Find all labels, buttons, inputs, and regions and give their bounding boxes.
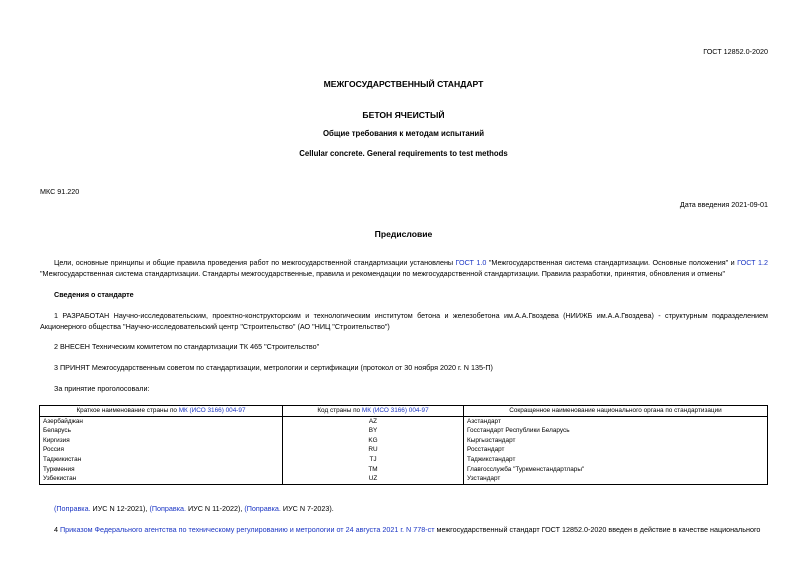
standard-subtitle: Общие требования к методам испытаний <box>322 129 484 138</box>
intro-date: Дата введения 2021-09-01 <box>679 200 768 209</box>
body-cell: Кыргызстандарт <box>464 436 768 446</box>
standard-name: БЕТОН ЯЧЕИСТЫЙ <box>362 110 445 120</box>
mk-iso-link[interactable]: МК (ИСО 3166) 004-97 <box>361 407 429 414</box>
mk-iso-link[interactable]: МК (ИСО 3166) 004-97 <box>178 407 246 414</box>
foreword-paragraph-1 <box>40 258 768 279</box>
country-cell: Россия <box>40 445 283 455</box>
table-row <box>40 436 768 446</box>
body-cell: Росстандарт <box>464 445 768 455</box>
header-country-code: Код страны по МК (ИСО 3166) 004-97 <box>283 406 464 417</box>
gost-1-0-link[interactable]: ГОСТ 1.0 <box>455 258 487 267</box>
amendment-link-3[interactable]: (Поправка. <box>244 504 281 513</box>
code-cell: BY <box>283 426 464 436</box>
table-row <box>40 416 768 426</box>
doc-number: ГОСТ 12852.0-2020 <box>703 47 768 56</box>
standard-type: МЕЖГОСУДАРСТВЕННЫЙ СТАНДАРТ <box>323 79 484 89</box>
standard-info-heading: Сведения о стандарте <box>54 290 134 299</box>
header-country-name: Краткое наименование страны по МК (ИСО 3166) 004-97 <box>40 406 283 417</box>
code-cell: KG <box>283 436 464 446</box>
rosstandart-order-link[interactable]: Приказом Федерального агентства по техническому регулированию и метрологии от 24 августа 2021 г. N 778-ст <box>60 525 435 534</box>
body-cell: Таджикстандарт <box>464 455 768 465</box>
country-cell: Туркмения <box>40 465 283 475</box>
header-standards-body: Сокращенное наименование национального органа по стандартизации <box>464 406 768 417</box>
p1-text-1: Цели, основные принципы и общие правила проведения работ по межгосударственной стандартизации установлены <box>54 258 456 267</box>
table-row <box>40 455 768 465</box>
item-3-adopted: 3 ПРИНЯТ Межгосударственным советом по стандартизации, метрологии и сертификации (протокол от 30 ноября 2020 г. N 135-П) <box>54 363 493 372</box>
item-1-developed: 1 РАЗРАБОТАН Научно-исследовательским, проектно-конструкторским и технологическим институтом бетона и железобетона им.А.А.Гвоздева (НИИЖБ им.А.А.Гвоздева) - структурным подразделением Акционерного общества "Научно-исследовательский центр "Строительство" (АО "НИЦ "Строительство") <box>40 311 768 331</box>
code-cell: UZ <box>283 474 464 484</box>
table-row <box>40 465 768 475</box>
country-cell: Узбекистан <box>40 474 283 484</box>
amendments-line: (Поправка. ИУС N 12-2021), (Поправка. ИУС N 11-2022), (Поправка. ИУС N 7-2023). <box>54 504 334 513</box>
table-row <box>40 474 768 484</box>
body-cell: Азстандарт <box>464 416 768 426</box>
amendment-link-1[interactable]: (Поправка. <box>54 504 91 513</box>
body-cell: Госстандарт Республики Беларусь <box>464 426 768 436</box>
p1-text-2: "Межгосударственная система стандартизации. Основные положения" и <box>486 258 738 267</box>
item-4-enacted: 4 Приказом Федерального агентства по техническому регулированию и метрологии от 24 августа 2021 г. N 778-ст межгосударственный стандарт ГОСТ 12852.0-2020 введен в действие в качестве национального <box>54 525 761 534</box>
country-cell: Таджикистан <box>40 455 283 465</box>
code-cell: TM <box>283 465 464 475</box>
country-cell: Азербайджан <box>40 416 283 426</box>
foreword-heading: Предисловие <box>374 229 433 239</box>
amendment-link-2[interactable]: (Поправка. <box>149 504 186 513</box>
mks-code: МКС 91.220 <box>40 187 80 196</box>
country-cell: Киргизия <box>40 436 283 446</box>
voting-countries-table <box>39 405 768 485</box>
voted-label: За принятие проголосовали: <box>54 384 150 393</box>
standard-english-title: Cellular concrete. General requirements to test methods <box>299 149 508 158</box>
code-cell: TJ <box>283 455 464 465</box>
item-2-introduced: 2 ВНЕСЕН Техническим комитетом по стандартизации ТК 465 "Строительство" <box>54 342 320 351</box>
table-row <box>40 426 768 436</box>
body-cell: Узстандарт <box>464 474 768 484</box>
table-header-row <box>40 406 768 417</box>
p1-text-3: "Межгосударственная система стандартизации. Стандарты межгосударственные, правила и рекомендации по межгосударственной стандартизации. Правила разработки, принятия, обновления и отмены" <box>40 268 726 278</box>
code-cell: AZ <box>283 416 464 426</box>
table-row <box>40 445 768 455</box>
code-cell: RU <box>283 445 464 455</box>
gost-1-2-link[interactable]: ГОСТ 1.2 <box>737 258 768 267</box>
country-cell: Беларусь <box>40 426 283 436</box>
body-cell: Главгосслужба "Туркменстандартлары" <box>464 465 768 475</box>
